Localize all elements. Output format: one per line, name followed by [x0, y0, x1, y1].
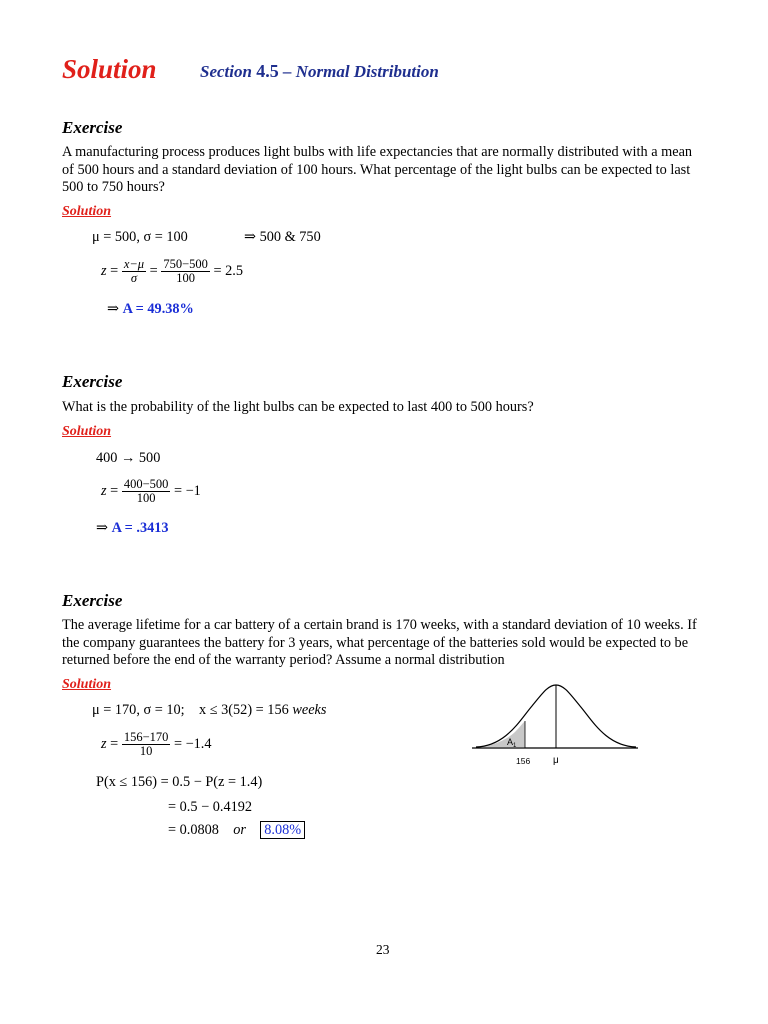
exercise-1-label: Exercise: [62, 118, 123, 137]
probability-line-1: P(x ≤ 156) = 0.5 − P(z = 1.4): [96, 774, 263, 790]
equals: =: [110, 482, 119, 499]
solution-heading: Solution: [62, 54, 157, 84]
z-symbol: z: [101, 735, 107, 752]
fraction-denominator: 100: [176, 271, 195, 285]
fraction-numerator: x−μ: [123, 257, 145, 271]
exercise-1-range: [244, 229, 321, 246]
implies-arrow: ⇒: [107, 301, 119, 317]
exercise-2-problem: What is the probability of the light bulbs can be expected to last 400 to 500 hours?: [62, 399, 534, 415]
area-label: $A_1$: [507, 737, 517, 749]
fraction-denominator: 10: [139, 744, 153, 758]
exercise-3-label: Exercise: [62, 591, 123, 610]
exercise-3-solution-label: Solution: [62, 677, 112, 692]
equals: =: [110, 262, 119, 279]
probability-line-3: [168, 822, 305, 839]
z-values-fraction: [161, 258, 210, 285]
z-result: = −1.4: [173, 735, 212, 752]
section-number: 4.5: [256, 61, 279, 81]
exercise-3-problem: The average lifetime for a car battery of a certain brand is 170 weeks, with a standard deviation of 10 weeks. If the company guarantees the battery for 3 years, what percentage of the batteries sold would be expected to be returned before the end of the warranty period? Assume a normal distribution: [62, 617, 697, 668]
shaded-area: [476, 721, 525, 747]
section-word: Section: [200, 62, 252, 81]
tick-label-mu: μ: [553, 755, 559, 766]
tick-label-156: 156: [516, 756, 531, 766]
exercise-1-z-equation: [101, 258, 243, 285]
or-word: or: [233, 822, 246, 838]
z-symbol: z: [101, 482, 107, 499]
warranty-condition: x ≤ 3(52) = 156: [198, 702, 289, 718]
equals: =: [149, 262, 158, 279]
z-values-fraction: [122, 478, 171, 505]
exercise-2-z-equation: [101, 478, 201, 505]
implies-arrow: ⇒: [96, 520, 108, 536]
answer-value: A = .3413: [111, 520, 169, 536]
range-to: 500: [138, 450, 161, 466]
exercise-1-solution-label: Solution: [62, 204, 112, 219]
fraction-numerator: 156−170: [123, 730, 169, 744]
section-name: – Normal Distribution: [282, 62, 439, 81]
implies-arrow: ⇒: [244, 229, 256, 245]
exercise-1-answer: [107, 301, 194, 318]
equals: =: [110, 735, 119, 752]
exercise-2-label: Exercise: [62, 372, 123, 391]
exercise-3-z-equation: [101, 731, 212, 758]
exercise-2-solution-label: Solution: [62, 424, 112, 439]
exercise-2-answer: [96, 520, 169, 537]
fraction-numerator: 400−500: [123, 477, 169, 491]
normal-curve-graph: [470, 676, 642, 772]
z-formula-fraction: [122, 258, 146, 285]
percentage-answer: 8.08%: [260, 821, 305, 839]
z-result: = 2.5: [213, 262, 243, 279]
page-number: 23: [376, 942, 390, 957]
z-result: = −1: [173, 482, 201, 499]
exercise-1-params: μ = 500, σ = 100: [92, 229, 188, 245]
exercise-3-params: [92, 702, 326, 719]
z-symbol: z: [101, 262, 107, 279]
probability-line-2: = 0.5 − 0.4192: [168, 799, 253, 815]
unit: weeks: [292, 702, 327, 718]
section-title: [200, 61, 439, 82]
mean-sd: μ = 170, σ = 10;: [92, 702, 185, 718]
probability-value: = 0.0808: [168, 822, 219, 838]
fraction-numerator: 750−500: [163, 257, 208, 271]
exercise-1-problem: A manufacturing process produces light bulbs with life expectancies that are normally distributed with a mean of 500 hours and a standard deviation of 100 hours. What percentage of the light bulbs can be expected to last 500 to 750 hours?: [62, 144, 693, 195]
range-values: 500 & 750: [259, 229, 321, 245]
z-values-fraction: [122, 731, 171, 758]
fraction-denominator: σ: [130, 271, 138, 285]
answer-value: A = 49.38%: [122, 301, 194, 317]
range-from: 400: [96, 450, 118, 466]
right-arrow: →: [121, 450, 136, 466]
fraction-denominator: 100: [136, 491, 156, 505]
exercise-2-range: [96, 450, 160, 467]
